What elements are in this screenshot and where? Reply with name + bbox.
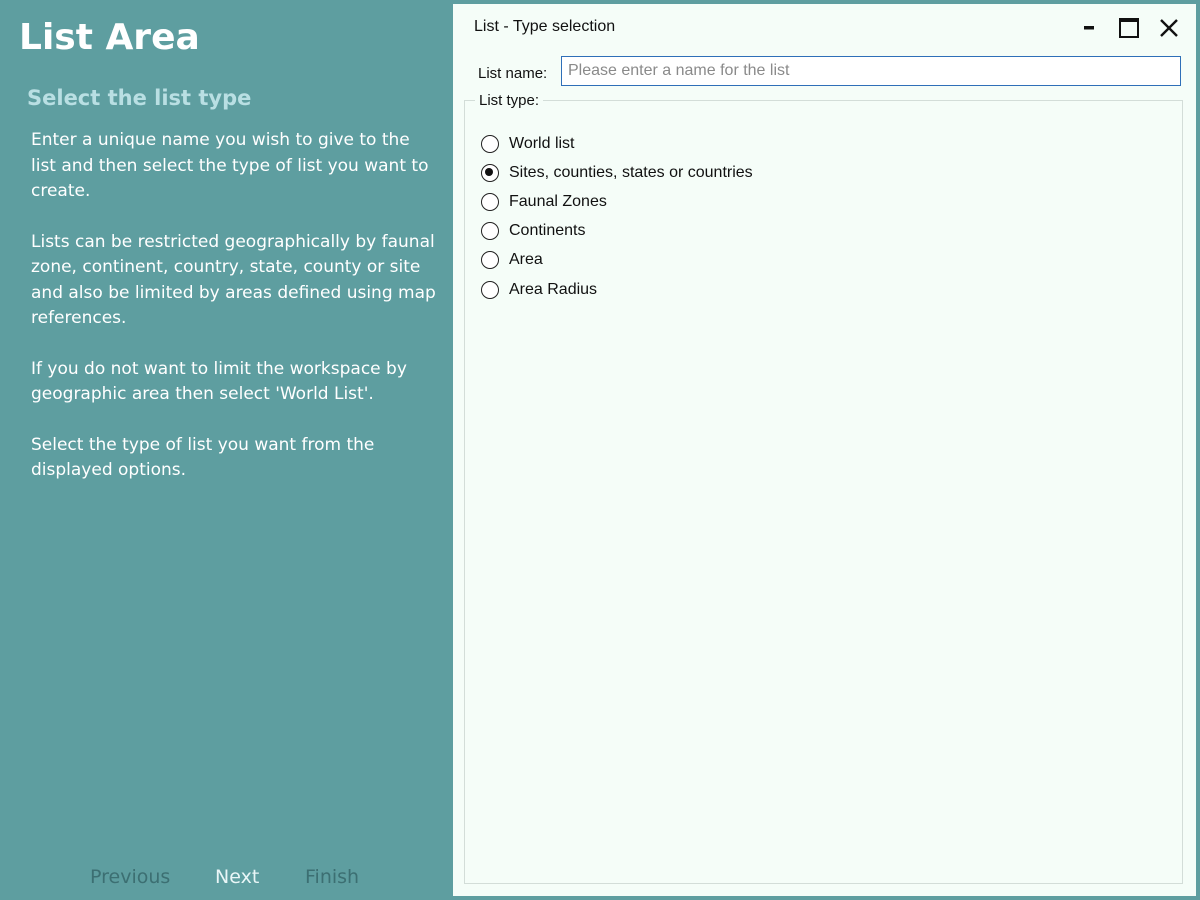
radio-button[interactable] xyxy=(481,135,499,153)
radio-area-radius[interactable] xyxy=(481,275,753,304)
previous-button[interactable]: Previous xyxy=(90,866,171,888)
sidebar-subtitle: Select the list type xyxy=(27,86,252,110)
radio-label: Area xyxy=(509,251,543,269)
close-button[interactable] xyxy=(1157,16,1181,40)
radio-label: World list xyxy=(509,134,575,152)
radio-button[interactable] xyxy=(481,193,499,211)
maximize-button[interactable] xyxy=(1117,16,1141,40)
minimize-button[interactable] xyxy=(1077,16,1101,40)
minimize-icon xyxy=(1077,16,1101,40)
radio-button[interactable] xyxy=(481,164,499,182)
list-type-options xyxy=(481,129,753,304)
radio-sites-counties-states-countries[interactable] xyxy=(481,158,753,187)
type-selection-panel xyxy=(453,4,1196,896)
radio-button[interactable] xyxy=(481,281,499,299)
radio-area[interactable] xyxy=(481,246,753,275)
finish-button[interactable]: Finish xyxy=(305,866,360,888)
wizard-sidebar xyxy=(4,4,453,896)
maximize-icon xyxy=(1117,16,1141,40)
radio-button[interactable] xyxy=(481,251,499,269)
radio-faunal-zones[interactable] xyxy=(481,187,753,216)
radio-label: Continents xyxy=(509,222,586,240)
list-name-input[interactable] xyxy=(561,56,1181,86)
list-type-group xyxy=(464,92,1183,884)
list-type-legend: List type: xyxy=(475,92,543,110)
instruction-paragraph: If you do not want to limit the workspace by geographic area then select 'World List'. xyxy=(31,358,407,404)
radio-button[interactable] xyxy=(481,222,499,240)
radio-label: Sites, counties, states or countries xyxy=(509,163,753,181)
list-name-label: List name: xyxy=(478,65,548,82)
instruction-paragraph: Select the type of list you want from the displayed options. xyxy=(31,434,375,480)
sidebar-title: List Area xyxy=(19,17,200,58)
panel-title: List - Type selection xyxy=(474,18,616,35)
instruction-paragraph: Lists can be restricted geographically by faunal zone, continent, country, state, county or site and also be limited by areas defined using map references. xyxy=(31,231,436,328)
wizard-navigation xyxy=(4,864,453,892)
close-icon xyxy=(1157,16,1181,40)
radio-label: Faunal Zones xyxy=(509,192,607,210)
sidebar-instructions xyxy=(31,128,436,509)
radio-world-list[interactable] xyxy=(481,129,753,158)
radio-continents[interactable] xyxy=(481,217,753,246)
radio-label: Area Radius xyxy=(509,280,598,298)
instruction-paragraph: Enter a unique name you wish to give to the list and then select the type of list you want to create. xyxy=(31,130,429,201)
next-button[interactable]: Next xyxy=(215,866,260,888)
